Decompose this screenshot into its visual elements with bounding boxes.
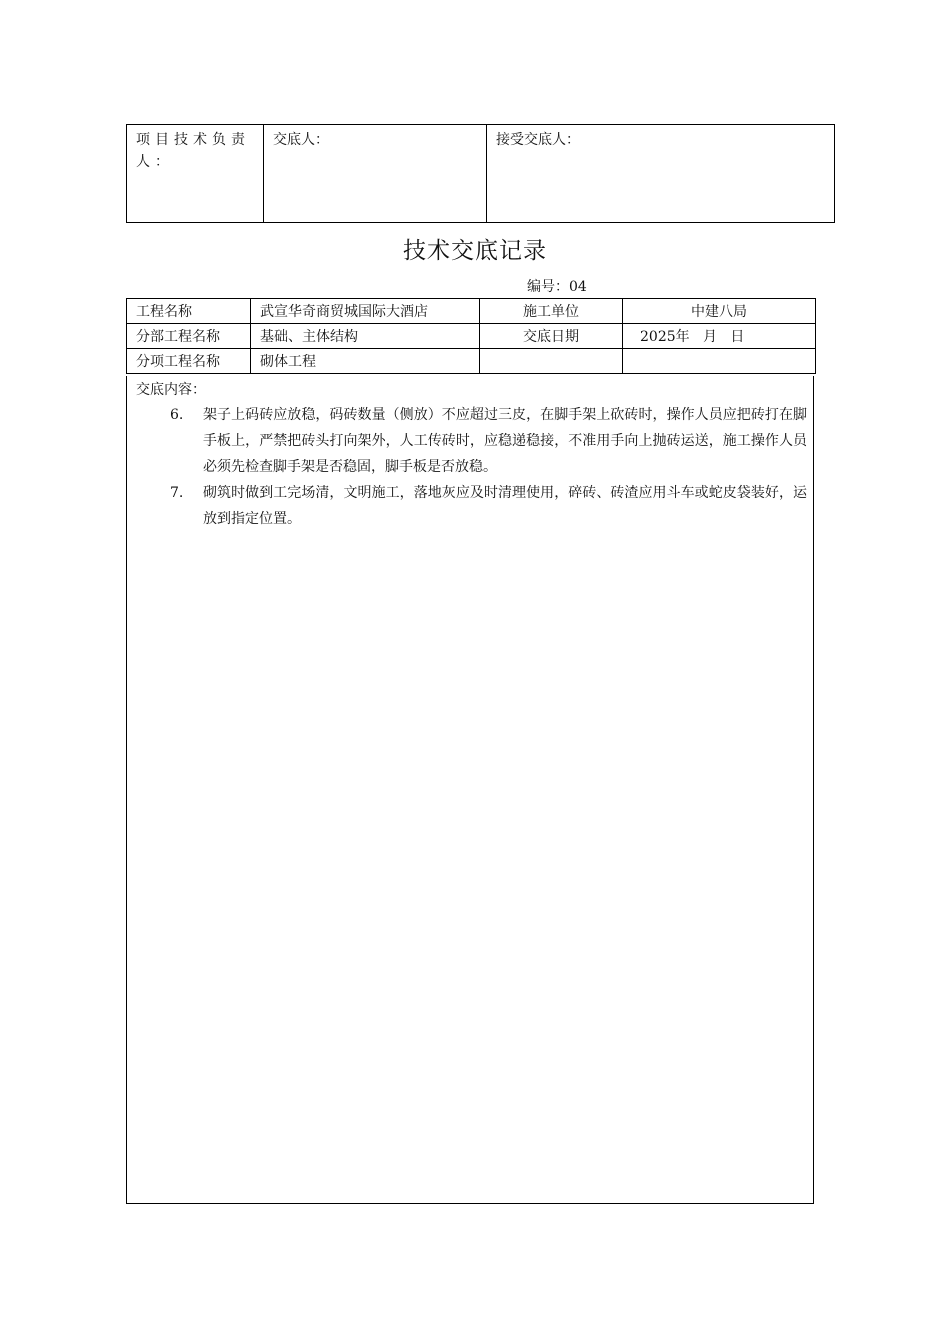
info-row-subitem [127, 349, 816, 374]
subitem-label: 分项工程名称 [127, 349, 251, 374]
info-table [126, 298, 816, 374]
document-title: 技术交底记录 [403, 238, 547, 264]
list-item [127, 402, 815, 480]
empty-cell [480, 349, 623, 374]
signature-table [126, 124, 835, 223]
document-number-value: 04 [569, 279, 587, 295]
division-label: 分部工程名称 [127, 324, 251, 349]
receiver-cell [487, 125, 835, 223]
info-row-division [127, 324, 816, 349]
content-label: 交底内容： [136, 382, 206, 398]
contractor-label: 施工单位 [480, 299, 623, 324]
project-name-value: 武宣华奇商贸城国际大酒店 [251, 299, 480, 324]
list-item-number: 6. [170, 407, 184, 423]
date-value [623, 324, 816, 349]
project-name-label: 工程名称 [127, 299, 251, 324]
date-label: 交底日期 [480, 324, 623, 349]
list-item-text: 架子上码砖应放稳，码砖数量（侧放）不应超过三皮，在脚手架上砍砖时，操作人员应把砖打在脚手板上，严禁把砖头打向架外，人工传砖时，应稳递稳接，不准用手向上抛砖运送，施工操作人员必须先检查脚手架是否稳固，脚手板是否放稳。 [203, 407, 807, 475]
list-item-text: 砌筑时做到工完场清，文明施工，落地灰应及时清理使用，碎砖、砖渣应用斗车或蛇皮袋装好，运放到指定位置。 [203, 485, 807, 527]
empty-cell [623, 349, 816, 374]
tech-lead-cell [127, 125, 264, 223]
document-number [527, 276, 587, 296]
receiver-label: 接受交底人： [496, 132, 580, 148]
contractor-value: 中建八局 [623, 299, 816, 324]
discloser-cell [264, 125, 487, 223]
division-value: 基础、主体结构 [251, 324, 480, 349]
content-section [126, 376, 814, 1204]
date-text: 2025年 月 日 [640, 329, 745, 345]
list-item-number: 7. [170, 485, 184, 501]
tech-lead-label: 项目技术负责人： [136, 132, 250, 170]
discloser-label: 交底人： [273, 132, 329, 148]
document-number-label: 编号： [527, 279, 569, 295]
subitem-value: 砌体工程 [251, 349, 480, 374]
list-item [127, 480, 815, 532]
content-list [127, 402, 815, 532]
info-row-project [127, 299, 816, 324]
